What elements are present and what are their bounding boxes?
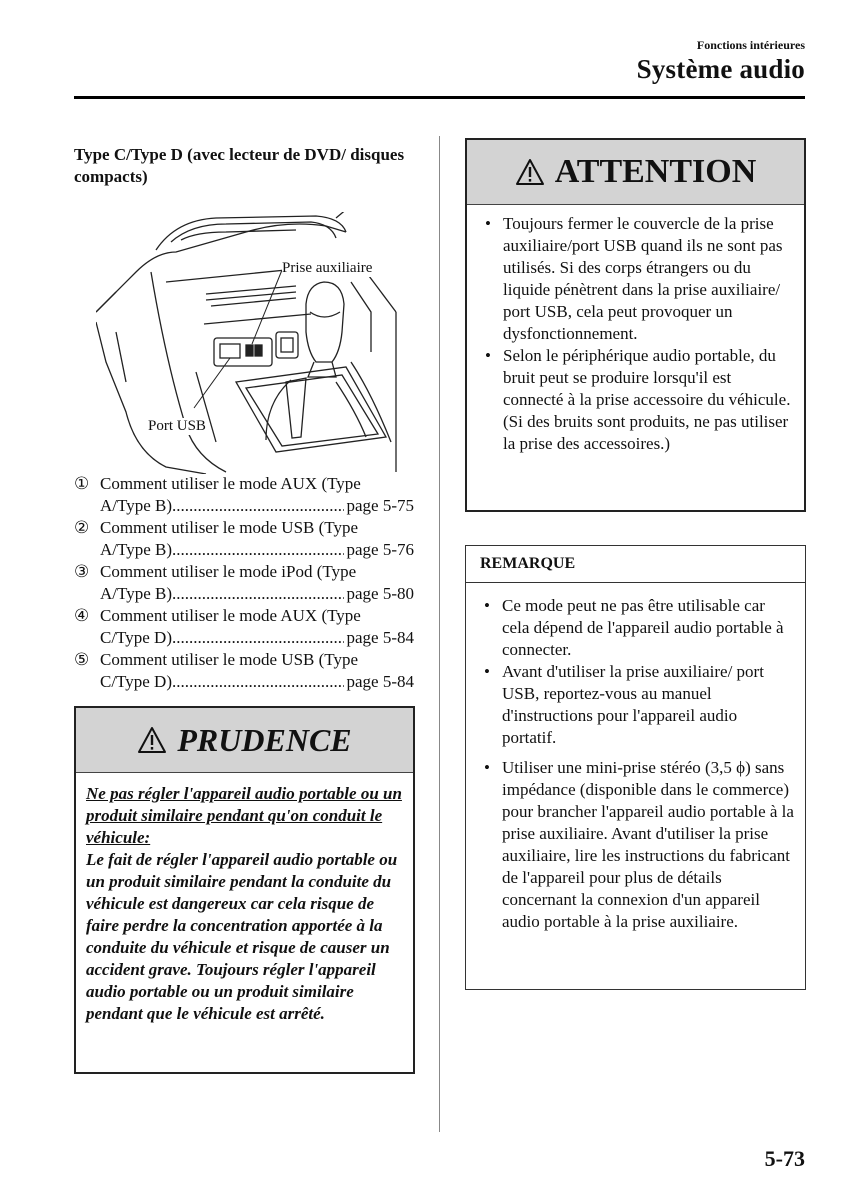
console-drawing: [96, 212, 416, 474]
reference-type: A/Type B): [100, 540, 172, 559]
dot-leader: [172, 671, 344, 693]
reference-text: Comment utiliser le mode AUX (Type: [100, 606, 361, 625]
reference-item: [74, 561, 414, 605]
reference-item: [74, 473, 414, 517]
remarque-item: [480, 595, 795, 661]
prudence-heading: Ne pas régler l'appareil audio portable ou un produit similaire pendant qu'on conduit le véhicule:: [86, 784, 402, 847]
reference-page: page 5-75: [346, 496, 414, 515]
reference-number: ④: [74, 606, 90, 625]
attention-box: [465, 138, 806, 512]
running-header-title: Système audio: [636, 54, 805, 84]
attention-item: [481, 213, 794, 345]
attention-item-text: Toujours fermer le couvercle de la prise auxiliaire/port USB quand ils ne sont pas utilisés. Si des corps étrangers ou du liquide pénètrent dans la prise auxiliaire/ port USB, cela peut provoquer un dysfonctionnement.: [503, 214, 783, 343]
bullet: •: [485, 214, 491, 233]
bullet: •: [485, 346, 491, 365]
bullet: •: [484, 662, 490, 681]
reference-text: Comment utiliser le mode USB (Type: [100, 650, 359, 669]
bullet: •: [484, 758, 490, 777]
dot-leader: [172, 627, 344, 649]
subsection-title: Type C/Type D (avec lecteur de DVD/ disques compacts): [74, 145, 405, 186]
prudence-title: PRUDENCE: [177, 721, 352, 758]
header-rule: [74, 96, 805, 99]
reference-number: ②: [74, 518, 90, 537]
console-illustration: [96, 212, 416, 474]
prudence-box: [74, 706, 415, 1074]
reference-type: A/Type B): [100, 584, 172, 603]
page-number: 5-73: [764, 1146, 805, 1171]
reference-list: [74, 473, 414, 693]
reference-text: Comment utiliser le mode iPod (Type: [100, 562, 357, 581]
remarque-item-text: Avant d'utiliser la prise auxiliaire/ port USB, reportez-vous au manuel d'instructions pour l'appareil audio portatif.: [502, 662, 764, 747]
reference-text: Comment utiliser le mode USB (Type: [100, 518, 359, 537]
reference-page: page 5-80: [346, 584, 414, 603]
dot-leader: [172, 495, 344, 517]
reference-page: page 5-84: [346, 628, 414, 647]
reference-type: C/Type D): [100, 628, 172, 647]
bullet: •: [484, 596, 490, 615]
reference-page: page 5-76: [346, 540, 414, 559]
prudence-header: [76, 708, 413, 773]
reference-type: C/Type D): [100, 672, 172, 691]
reference-type: A/Type B): [100, 496, 172, 515]
dot-leader: [172, 583, 344, 605]
running-header-section: Fonctions intérieures: [696, 38, 805, 52]
reference-number: ③: [74, 562, 90, 581]
reference-number: ①: [74, 474, 90, 493]
remarque-item: [480, 757, 795, 933]
prudence-text: Le fait de régler l'appareil audio portable ou un produit similaire pendant la conduite du véhicule est dangereux car cela risque de faire perdre la concentration apportée à la conduite du véhicule et risque de causer un accident grave. Toujours régler l'appareil audio portable ou un produit similaire pendant que le véhicule est arrêté.: [86, 850, 398, 1023]
remarque-box: [465, 545, 806, 990]
attention-title: ATTENTION: [554, 153, 757, 190]
reference-item: [74, 517, 414, 561]
reference-item: [74, 605, 414, 649]
attention-item: [481, 345, 794, 455]
remarque-item-text: Ce mode peut ne pas être utilisable car cela dépend de l'appareil audio portable à connecter.: [502, 596, 784, 659]
reference-text: Comment utiliser le mode AUX (Type: [100, 474, 361, 493]
remarque-title: REMARQUE: [466, 546, 805, 583]
reference-page: page 5-84: [346, 672, 414, 691]
usb-port-label: Port USB: [148, 418, 206, 434]
dot-leader: [172, 539, 344, 561]
remarque-item: [480, 661, 795, 749]
warning-triangle-icon: [137, 726, 167, 754]
attention-header: [467, 140, 804, 205]
reference-item: [74, 649, 414, 693]
column-divider: [439, 136, 440, 1132]
aux-jack-label: Prise auxiliaire: [282, 260, 373, 276]
attention-item-text: Selon le périphérique audio portable, du bruit peut se produire lorsqu'il est connecté à la prise accessoire du véhicule. (Si des bruits sont produits, ne pas utiliser la prise des accessoires.): [503, 346, 791, 453]
remarque-item-text: Utiliser une mini-prise stéréo (3,5 ϕ) sans impédance (disponible dans le commerce) pour brancher l'appareil audio portable à la prise auxiliaire. Avant d'utiliser la prise auxiliaire, lire les instructions du fabricant de l'appareil pour plus de détails concernant la connexion d'un appareil audio portable à la prise auxiliaire.: [502, 758, 794, 931]
warning-triangle-icon: [515, 158, 545, 186]
reference-number: ⑤: [74, 650, 90, 669]
